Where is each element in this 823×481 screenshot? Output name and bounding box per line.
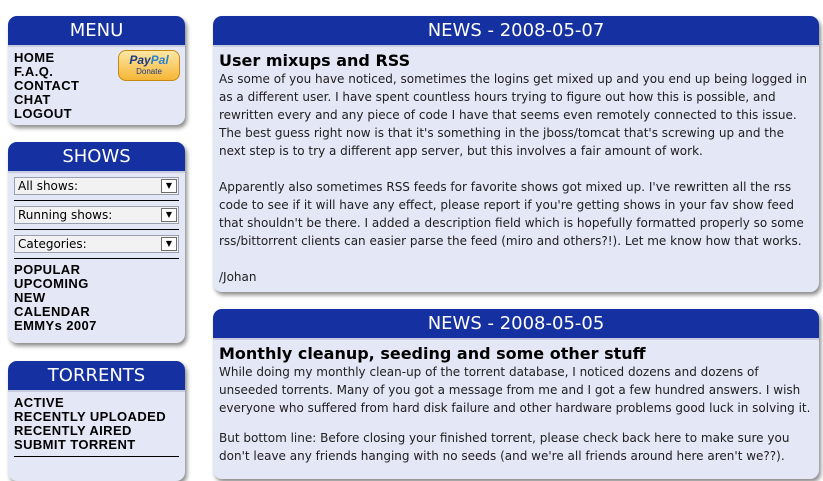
donate-label: Donate: [136, 67, 162, 76]
chevron-down-icon[interactable]: ▼: [161, 237, 177, 251]
news-paragraph: Apparently also sometimes RSS feeds for favorite shows got mixed up. I've rewritten all the rss code to see if it will have any effect, please report if you're getting shows in your fav show feed that shouldn't be there. I added a description field which is hopefully formatted properly so some rss/bittorrent clients can easier parse the feed (miro and others?!). Let me know how that works.: [219, 180, 804, 248]
news-body: [219, 70, 813, 286]
divider: [14, 229, 179, 230]
news-signature: /Johan: [219, 270, 257, 284]
shows-link-emmys-2007[interactable]: EMMYs 2007: [14, 318, 97, 333]
all-shows-select[interactable]: [14, 177, 179, 195]
chevron-down-icon[interactable]: ▼: [161, 208, 177, 222]
news-panel: [213, 309, 819, 479]
shows-title: SHOWS: [8, 142, 185, 173]
news-panel: [213, 16, 819, 292]
torrents-link-recently-uploaded[interactable]: RECENTLY UPLOADED: [14, 409, 166, 424]
shows-link-calendar[interactable]: CALENDAR: [14, 304, 91, 319]
menu-link-chat[interactable]: CHAT: [14, 92, 51, 107]
paypal-logo: PayPal: [129, 53, 169, 67]
torrents-link-recently-aired[interactable]: RECENTLY AIRED: [14, 423, 132, 438]
divider: [14, 456, 179, 457]
divider: [14, 258, 179, 259]
news-title: Monthly cleanup, seeding and some other stuff: [219, 344, 646, 363]
torrents-link-active[interactable]: ACTIVE: [14, 395, 65, 410]
news-body: [219, 363, 813, 465]
menu-link-home[interactable]: HOME: [14, 50, 55, 65]
categories-select-value: Categories:: [18, 237, 87, 251]
menu-link-contact[interactable]: CONTACT: [14, 78, 80, 93]
news-header: NEWS - 2008-05-07: [213, 16, 819, 47]
running-shows-select[interactable]: [14, 206, 179, 224]
menu-title: MENU: [8, 16, 185, 47]
shows-link-upcoming[interactable]: UPCOMING: [14, 276, 89, 291]
torrents-links: [8, 392, 185, 452]
categories-select[interactable]: [14, 235, 179, 253]
menu-link-faq[interactable]: F.A.Q.: [14, 64, 54, 79]
torrents-link-submit-torrent[interactable]: SUBMIT TORRENT: [14, 437, 136, 452]
divider: [14, 200, 179, 201]
news-header: NEWS - 2008-05-05: [213, 309, 819, 340]
news-paragraph: While doing my monthly clean-up of the torrent database, I noticed dozens and dozens of unseeded torrents. Many of you got a message from me and I got a few hundred answers. I wish everyone who suffered from hard disk failure and other hardware problems good luck in solving it.: [219, 365, 811, 415]
news-paragraph: But bottom line: Before closing your finished torrent, please check back here to make sure you don't leave any friends hanging with no seeds (and we're all friends around here aren't we??).: [219, 431, 790, 463]
running-shows-select-value: Running shows:: [18, 208, 113, 222]
all-shows-select-value: All shows:: [18, 179, 78, 193]
shows-link-popular[interactable]: POPULAR: [14, 262, 81, 277]
shows-link-new[interactable]: NEW: [14, 290, 46, 305]
news-paragraph: As some of you have noticed, sometimes the logins get mixed up and you end up being logged in as a different user. I have spent countless hours trying to figure out how this is possible, and rewritten every and any piece of code I have that seems even remotely connected to this issue. The best guess right now is that it's something in the jboss/tomcat that's screwing up and the next step is to try a different app server, but this involves a fair amount of work.: [219, 72, 807, 158]
news-title: User mixups and RSS: [219, 51, 411, 70]
chevron-down-icon[interactable]: ▼: [161, 179, 177, 193]
shows-panel: [8, 142, 185, 343]
paypal-donate-button[interactable]: [118, 50, 180, 81]
torrents-panel: [8, 361, 185, 481]
menu-panel: [8, 16, 185, 125]
shows-links: [8, 263, 185, 333]
torrents-title: TORRENTS: [8, 361, 185, 392]
menu-link-logout[interactable]: LOGOUT: [14, 106, 73, 121]
